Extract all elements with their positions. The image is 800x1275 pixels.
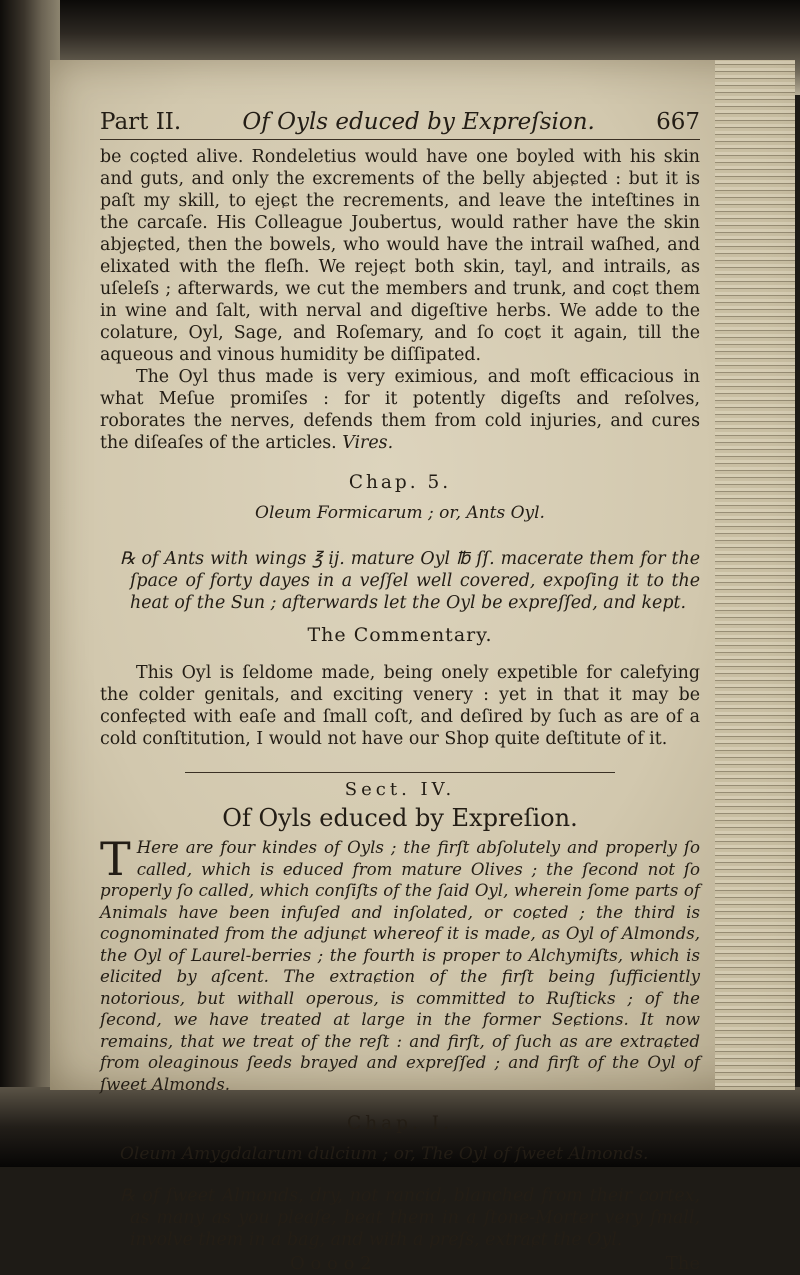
page-edges [715, 60, 795, 1090]
chapter-1-latin-title: Oleum Amygdalarum dulcium ; or, The Oyl of ſweet Almonds. [120, 1144, 649, 1164]
running-title: Of Oyls educed by Expreſsion. [242, 109, 595, 135]
margin-note-vires: Vires. [342, 433, 394, 453]
signature-mark: O o o o 2 [290, 1253, 372, 1274]
page-footer [100, 1253, 700, 1275]
section-title: Of Oyls educed by Expreſion. [222, 804, 578, 832]
section-intro [100, 832, 700, 1095]
paragraph-2-text: The Oyl thus made is very eximious, and moſt efficacious in what Meſue promiſes : for it potently digeſts and reſolves, roborates the nerves, defends them from cold injuries, and cures the diſeaſes of the articles. [100, 367, 700, 453]
paragraph-1: be coɕted alive. Rondeletius would have one boyled with his skin and guts, and only the excrements of the belly abjeɕted : but it is paſt my skill, to ejeɕt the recrements, and leave the inteſtines in the carcaſe. His Colleague Joubertus, would rather have the skin abjeɕted, then the bowels, who would have the intrail waſhed, and elixated with the fleſh. We rejeɕt both skin, tayl, and intrails, as uſeleſs ; afterwards, we cut the members and trunk, and coɕt them in wine and ſalt, with nerval and digeſtive herbs. We adde to the colature, Oyl, Sage, and Roſemary, and ſo coɕt it again, till the aqueous and vinous humidity be diſſipated. [100, 147, 700, 365]
head-rule [100, 139, 700, 140]
page-text [100, 108, 700, 1275]
part-label: Part II. [100, 109, 182, 135]
commentary-text: This Oyl is ſeldome made, being onely expetible for calefying the colder genitals, and exciting venery : yet in that it may be confeɕted with eaſe and ſmall coſt, and deſired by ſuch as are of a cold conſtitution, I would not have our Shop quite deſtitute of it. [100, 663, 700, 749]
commentary-heading: The Commentary. [307, 624, 493, 646]
chapter-5-latin-title: Oleum Formicarum ; or, Ants Oyl. [255, 503, 545, 523]
chapter-5-heading: Chap. 5. [348, 472, 452, 493]
catchword: The [665, 1253, 700, 1274]
section-intro-text: Here are four kindes of Oyls ; the firſt abſolutely and properly ſo called, which is educed from mature Olives ; the ſecond not ſo properly ſo called, which conſiſts of the ſaid Oyl, wherein ſome parts of Animals have been infuſed and inſolated, or coɕted ; the third is cognominated from the adjunɕt whereof it is made, as Oyl of Almonds, the Oyl of Laurel-berries ; the fourth is proper to Alchymiſts, which is elicited by aſcent. The extraɕtion of the firſt being ſufficiently notorious, but withall operous, is committed to Ruſticks ; of the ſecond, we have treated at large in the former Seɕtions. It now remains, that we treat of the reſt : and firſt, of ſuch as are extraɕted from oleaginous ſeeds brayed and expreſſed ; and firſt of the Oyl of ſweet Almonds. [100, 838, 700, 1094]
section-label: Sect. IV. [344, 779, 456, 800]
page-number: 667 [656, 109, 700, 135]
chapter-5-recipe: ℞ of Ants with wings ℥ ij. mature Oyl ℔ ſſ. macerate them for the ſpace of forty dayes in a veſſel well covered, expoſing it to the heat of the Sun ; afterwards let the Oyl be expreſſed, and kept. [120, 549, 700, 613]
section-rule [185, 772, 615, 773]
drop-cap: T [100, 832, 131, 886]
running-head [100, 108, 700, 136]
paragraph-2 [100, 366, 700, 454]
chapter-1-heading: Chap. I. [347, 1113, 453, 1134]
chapter-1-recipe: ℞ of ſweet Almonds, dry, not rancid, blanched from their cortex, as many as you pleaſe, beat them in a ſtone-Morter very ſmall, involve them in a bag, and with a preſs, extraɕt the Oyl. [120, 1186, 700, 1250]
